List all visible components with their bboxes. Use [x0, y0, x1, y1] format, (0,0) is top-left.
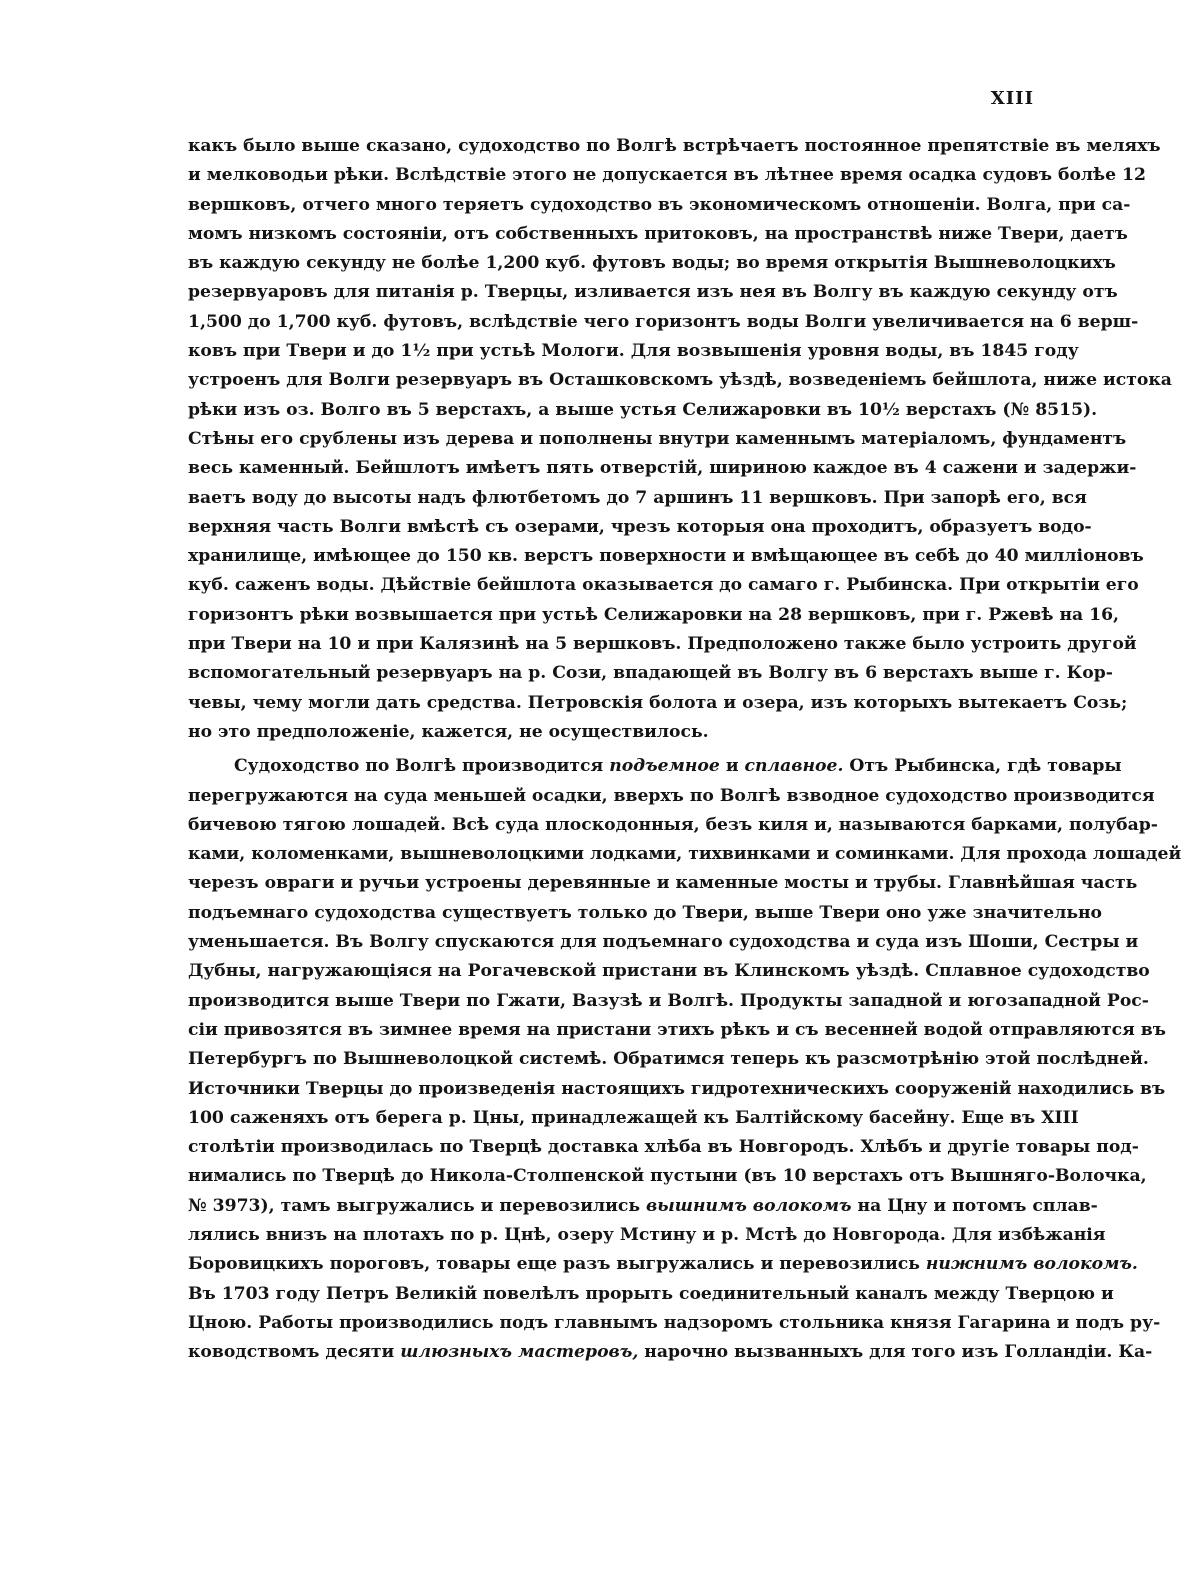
text-line: момъ низкомъ состояніи, отъ собственныхъ притоковъ, на пространствѣ ниже Твери, даетъ [188, 223, 1128, 244]
text-line: при Твери на 10 и при Калязинѣ на 5 вершковъ. Предположено также было устроить другой [188, 634, 1137, 655]
text-line: перегружаются на суда меньшей осадки, вверхъ по Волгѣ взводное судоходство производится [188, 785, 1155, 806]
text-line: уменьшается. Въ Волгу спускаются для подъемнаго судоходства и суда изъ Шоши, Сестры и [188, 932, 1139, 953]
text-line: вспомогательный резервуаръ на р. Сози, впадающей въ Волгу въ 6 верстахъ выше г. Кор- [188, 663, 1113, 684]
paragraph-2-lines [188, 782, 1182, 1192]
text-line: черезъ овраги и ручьи устроены деревянные и каменные мосты и трубы. Главнѣйшая часть [188, 873, 1138, 894]
text-line: резервуаровъ для питанія р. Тверцы, изливается изъ нея въ Волгу въ каждую секунду отъ [188, 282, 1118, 303]
text-line: ваетъ воду до высоты надъ флютбетомъ до 7 аршинъ 11 вершковъ. При запорѣ его, вся [188, 487, 1087, 508]
text-line: сіи привозятся въ зимнее время на пристани этихъ рѣкъ и съ весенней водой отправляются въ [188, 1019, 1166, 1040]
text-line: куб. саженъ воды. Дѣйствіе бейшлота оказывается до самаго г. Рыбинска. При открытіи его [188, 575, 1139, 596]
text-line: Цною. Работы производились подъ главнымъ надзоромъ стольника князя Гагарина и подъ ру- [188, 1312, 1161, 1333]
text-line: Стѣны его срублены изъ дерева и пополнены внутри каменнымъ матеріаломъ, фундаментъ [188, 428, 1127, 449]
text-line: лялись внизъ на плотахъ по р. Цнѣ, озеру Мстину и р. Мстѣ до Новгорода. Для избѣжанія [188, 1224, 1106, 1245]
paragraph-1 [188, 132, 1172, 747]
italic-term: шлюзныхъ мастеровъ, [400, 1342, 639, 1363]
text-line: Въ 1703 году Петръ Великій повелѣлъ прорыть соединительный каналъ между Тверцою и [188, 1283, 1114, 1304]
text-line: въ каждую секунду не болѣе 1,200 куб. футовъ воды; во время открытія Вышневолоцкихъ [188, 253, 1116, 274]
italic-term: сплавное. [744, 756, 844, 777]
text-line: чевы, чему могли дать средства. Петровскія болота и озера, изъ которыхъ вытекаетъ Созь; [188, 692, 1128, 713]
text-line: весь каменный. Бейшлотъ имѣетъ пять отверстій, шириною каждое въ 4 сажени и задержи- [188, 458, 1137, 479]
text-line [188, 1250, 1138, 1279]
text-line: какъ было выше сказано, судоходство по Волгѣ встрѣчаетъ постоянное препятствіе въ меляхъ [188, 136, 1161, 156]
italic-term: подъемное [609, 756, 720, 777]
text-line: вершковъ, отчего много теряетъ судоходство въ экономическомъ отношеніи. Волга, при са- [188, 194, 1131, 215]
text-line: хранилище, имѣющее до 150 кв. верстъ поверхности и вмѣщающее въ себѣ до 40 милліоновъ [188, 546, 1144, 567]
text-line: ками, коломенками, вышневолоцкими лодками, тихвинками и соминками. Для прохода лошадей [188, 844, 1182, 865]
text-line [188, 1192, 1098, 1221]
text-line: бичевою тягою лошадей. Всѣ суда плоскодонныя, безъ киля и, называются барками, полубар- [188, 814, 1158, 835]
text-line [188, 1338, 1153, 1367]
text-line: 1,500 до 1,700 куб. футовъ, вслѣдствіе чего горизонтъ воды Волги увеличивается на 6 верш- [188, 311, 1139, 332]
italic-term: вышнимъ волокомъ [646, 1195, 852, 1216]
text-run: Боровицкихъ пороговъ, товары еще разъ выгружались и перевозились [188, 1254, 920, 1275]
text-line: подъемнаго судоходства существуетъ только до Твери, выше Твери оно уже значительно [188, 902, 1103, 923]
text-line: нимались по Тверцѣ до Никола-Столпенской пустыни (въ 10 верстахъ отъ Вышняго-Волочка, [188, 1166, 1147, 1187]
text-line: устроенъ для Волги резервуаръ въ Осташковскомъ уѣздѣ, возведеніемъ бейшлота, ниже истока [188, 370, 1172, 391]
text-line: производится выше Твери по Гжати, Вазузѣ и Волгѣ. Продукты западной и югозападной Рос- [188, 990, 1149, 1011]
text-line: но это предположеніе, кажется, не осуществилось. [188, 721, 709, 742]
text-line: верхняя часть Волги вмѣстѣ съ озерами, чрезъ которыя она проходитъ, образуетъ водо- [188, 516, 1092, 537]
body-text [188, 132, 1182, 1367]
text-line: Петербургъ по Вышневолоцкой системѣ. Обратимся теперь къ разсмотрѣнію этой послѣдней. [188, 1049, 1149, 1070]
text-line: Дубны, нагружающіяся на Рогачевской пристани въ Клинскомъ уѣздѣ. Сплавное судоходство [188, 961, 1150, 982]
text-run: Отъ Рыбинска, гдѣ товары [849, 756, 1122, 777]
text-line: 100 саженяхъ отъ берега р. Цны, принадлежащей къ Балтійскому басейну. Еще въ XIII [188, 1107, 1079, 1128]
text-run: ководствомъ десяти [188, 1342, 395, 1363]
text-run: № 3973), тамъ выгружались и перевозились [188, 1195, 641, 1216]
paragraph-2 [188, 752, 1182, 1367]
page-number: XIII [990, 88, 1034, 109]
text-run: нарочно вызванныхъ для того изъ Голландіи. Ка- [644, 1342, 1153, 1363]
text-line: рѣки изъ оз. Волго въ 5 верстахъ, а выше устья Селижаровки въ 10½ верстахъ (№ 8515). [188, 399, 1098, 420]
text-run: и [725, 756, 739, 777]
text-line: столѣтіи производилась по Тверцѣ доставка хлѣба въ Новгородъ. Хлѣбъ и другіе товары под- [188, 1137, 1139, 1158]
text-run: на Цну и потомъ сплав- [857, 1195, 1098, 1216]
text-line: и мелководьи рѣки. Вслѣдствіе этого не допускается въ лѣтнее время осадка судовъ болѣе 12 [188, 165, 1146, 186]
text-line: Источники Тверцы до произведенія настоящихъ гидротехническихъ сооруженій находились въ [188, 1078, 1166, 1099]
text-line [188, 752, 1122, 781]
italic-term: нижнимъ волокомъ. [925, 1254, 1138, 1275]
text-line: ковъ при Твери и до 1½ при устьѣ Мологи. Для возвышенія уровня воды, въ 1845 году [188, 341, 1079, 362]
text-line: горизонтъ рѣки возвышается при устьѣ Селижаровки на 28 вершковъ, при г. Ржевѣ на 16, [188, 604, 1120, 625]
text-run: Судоходство по Волгѣ производится [234, 756, 604, 777]
